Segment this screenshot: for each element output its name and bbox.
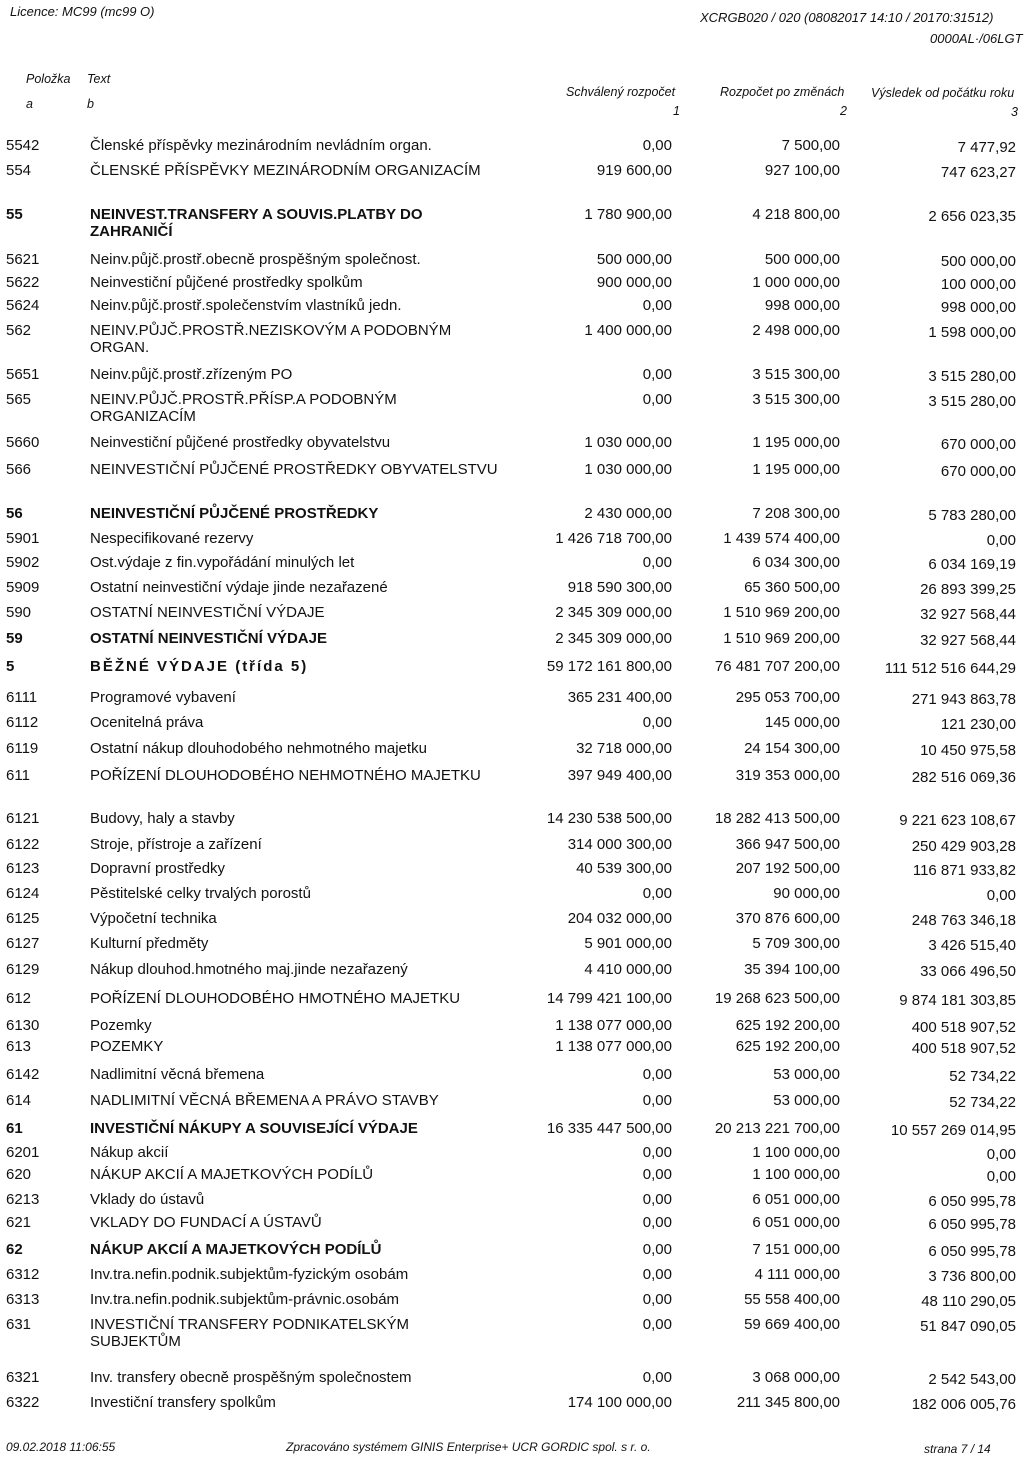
row-text: Pozemky — [90, 1017, 152, 1034]
row-text: INVESTIČNÍ TRANSFERY PODNIKATELSKÝM SUBJEKTŮM — [90, 1316, 409, 1350]
row-changed-budget: 59 669 400,00 — [744, 1316, 840, 1333]
row-changed-budget: 625 192 200,00 — [735, 1017, 840, 1034]
row-text: OSTATNÍ NEINVESTIČNÍ VÝDAJE — [90, 630, 327, 647]
row-item-code: 554 — [6, 162, 32, 179]
row-changed-budget: 1 100 000,00 — [752, 1166, 840, 1183]
row-result: 271 943 863,78 — [911, 691, 1016, 708]
row-item-code: 5901 — [6, 530, 40, 547]
row-text: Stroje, přístroje a zařízení — [90, 836, 262, 853]
row-result: 48 110 290,05 — [921, 1293, 1016, 1310]
row-result: 3 426 515,40 — [928, 937, 1016, 954]
row-approved-budget: 1 780 900,00 — [584, 206, 672, 223]
row-changed-budget: 319 353 000,00 — [735, 767, 840, 784]
row-item-code: 62 — [6, 1241, 23, 1258]
row-text: POŘÍZENÍ DLOUHODOBÉHO NEHMOTNÉHO MAJETKU — [90, 767, 481, 784]
row-approved-budget: 0,00 — [642, 1166, 672, 1183]
row-changed-budget: 55 558 400,00 — [744, 1291, 840, 1308]
row-result: 6 034 169,19 — [928, 556, 1016, 573]
row-item-code: 6312 — [6, 1266, 40, 1283]
row-approved-budget: 14 799 421 100,00 — [546, 990, 672, 1007]
column-index-3: 3 — [1011, 105, 1018, 119]
row-result: 1 598 000,00 — [928, 324, 1016, 341]
row-changed-budget: 6 051 000,00 — [752, 1214, 840, 1231]
row-changed-budget: 53 000,00 — [773, 1092, 840, 1109]
column-header-item: Položka — [26, 72, 71, 86]
row-changed-budget: 211 345 800,00 — [736, 1394, 840, 1411]
row-changed-budget: 76 481 707 200,00 — [714, 658, 840, 675]
row-text: INVESTIČNÍ NÁKUPY A SOUVISEJÍCÍ VÝDAJE — [90, 1120, 418, 1137]
row-changed-budget: 625 192 200,00 — [735, 1038, 840, 1055]
row-result: 33 066 496,50 — [920, 963, 1016, 980]
row-approved-budget: 2 430 000,00 — [584, 505, 672, 522]
row-changed-budget: 366 947 500,00 — [735, 836, 840, 853]
row-approved-budget: 0,00 — [642, 1369, 672, 1386]
row-result: 111 512 516 644,29 — [884, 660, 1016, 677]
row-changed-budget: 1 195 000,00 — [752, 461, 840, 478]
row-changed-budget: 500 000,00 — [764, 251, 840, 268]
row-item-code: 621 — [6, 1214, 32, 1231]
row-text: Členské příspěvky mezinárodním nevládním organ. — [90, 137, 432, 154]
row-item-code: 631 — [6, 1316, 32, 1333]
row-item-code: 562 — [6, 322, 32, 339]
row-approved-budget: 0,00 — [642, 714, 672, 731]
row-result: 500 000,00 — [940, 253, 1016, 270]
row-changed-budget: 5 709 300,00 — [752, 935, 840, 952]
row-approved-budget: 1 426 718 700,00 — [555, 530, 672, 547]
row-item-code: 590 — [6, 604, 32, 621]
row-approved-budget: 4 410 000,00 — [584, 961, 672, 978]
row-changed-budget: 20 213 221 700,00 — [714, 1120, 840, 1137]
row-text: POŘÍZENÍ DLOUHODOBÉHO HMOTNÉHO MAJETKU — [90, 990, 461, 1007]
row-changed-budget: 35 394 100,00 — [744, 961, 840, 978]
row-changed-budget: 6 051 000,00 — [752, 1191, 840, 1208]
row-text: NEINV.PŮJČ.PROSTŘ.PŘÍSP.A PODOBNÝM ORGANIZACÍM — [90, 391, 397, 425]
row-text: Nadlimitní věcná břemena — [90, 1066, 265, 1083]
row-result: 2 656 023,35 — [928, 208, 1016, 225]
column-index-1: 1 — [673, 104, 680, 118]
row-changed-budget: 53 000,00 — [773, 1066, 840, 1083]
row-text: NÁKUP AKCIÍ A MAJETKOVÝCH PODÍLŮ — [90, 1241, 382, 1258]
row-result: 52 734,22 — [949, 1068, 1016, 1085]
row-result: 6 050 995,78 — [928, 1216, 1016, 1233]
row-approved-budget: 900 000,00 — [596, 274, 672, 291]
row-text: NADLIMITNÍ VĚCNÁ BŘEMENA A PRÁVO STAVBY — [90, 1092, 439, 1109]
row-text: Nákup dlouhod.hmotného maj.jinde nezařazený — [90, 961, 408, 978]
row-item-code: 6119 — [6, 740, 39, 757]
column-header-approved: Schválený rozpočet — [566, 85, 676, 99]
row-text: Ostatní nákup dlouhodobého nehmotného majetku — [90, 740, 427, 757]
row-approved-budget: 14 230 538 500,00 — [546, 810, 672, 827]
row-text: Programové vybavení — [90, 689, 236, 706]
row-text: BĚŽNÉ VÝDAJE (třída 5) — [90, 658, 309, 675]
row-item-code: 6213 — [6, 1191, 40, 1208]
row-text: Výpočetní technika — [90, 910, 217, 927]
row-result: 3 515 280,00 — [928, 393, 1016, 410]
row-approved-budget: 500 000,00 — [596, 251, 672, 268]
row-item-code: 620 — [6, 1166, 32, 1183]
row-item-code: 6124 — [6, 885, 40, 902]
row-approved-budget: 204 032 000,00 — [567, 910, 672, 927]
row-item-code: 6111 — [6, 689, 38, 706]
row-result: 7 477,92 — [957, 139, 1016, 156]
row-changed-budget: 4 218 800,00 — [752, 206, 840, 223]
row-item-code: 613 — [6, 1038, 32, 1055]
row-text: NEINVESTIČNÍ PŮJČENÉ PROSTŘEDKY — [90, 505, 379, 522]
row-item-code: 55 — [6, 206, 23, 223]
row-approved-budget: 1 400 000,00 — [584, 322, 672, 339]
row-approved-budget: 2 345 309 000,00 — [555, 630, 672, 647]
row-item-code: 61 — [6, 1120, 23, 1137]
row-approved-budget: 1 138 077 000,00 — [555, 1017, 672, 1034]
row-approved-budget: 0,00 — [642, 391, 672, 408]
row-changed-budget: 145 000,00 — [764, 714, 840, 731]
row-result: 32 927 568,44 — [920, 632, 1016, 649]
row-approved-budget: 0,00 — [642, 885, 672, 902]
row-changed-budget: 7 151 000,00 — [752, 1241, 840, 1258]
row-item-code: 6322 — [6, 1394, 40, 1411]
row-item-code: 6201 — [6, 1144, 40, 1161]
row-item-code: 6142 — [6, 1066, 40, 1083]
row-result: 282 516 069,36 — [911, 769, 1016, 786]
row-text: Nespecifikované rezervy — [90, 530, 254, 547]
row-approved-budget: 1 030 000,00 — [584, 434, 672, 451]
row-text: ČLENSKÉ PŘÍSPĚVKY MEZINÁRODNÍM ORGANIZACÍM — [90, 162, 481, 179]
row-result: 52 734,22 — [949, 1094, 1016, 1111]
row-approved-budget: 174 100 000,00 — [567, 1394, 672, 1411]
row-text: Pěstitelské celky trvalých porostů — [90, 885, 311, 902]
row-approved-budget: 397 949 400,00 — [567, 767, 672, 784]
row-changed-budget: 7 500,00 — [781, 137, 840, 154]
row-approved-budget: 0,00 — [642, 1266, 672, 1283]
row-result: 32 927 568,44 — [920, 606, 1016, 623]
row-approved-budget: 0,00 — [642, 1144, 672, 1161]
row-changed-budget: 7 208 300,00 — [752, 505, 840, 522]
row-approved-budget: 918 590 300,00 — [567, 579, 672, 596]
row-item-code: 611 — [6, 767, 30, 784]
row-result: 0,00 — [986, 532, 1016, 549]
row-approved-budget: 0,00 — [642, 1316, 672, 1333]
system-credit: Zpracováno systémem GINIS Enterprise+ UCR GORDIC spol. s r. o. — [286, 1440, 651, 1454]
row-item-code: 614 — [6, 1092, 32, 1109]
row-text: Neinvestiční půjčené prostředky obyvatelstvu — [90, 434, 391, 451]
row-result: 6 050 995,78 — [928, 1243, 1016, 1260]
row-changed-budget: 90 000,00 — [773, 885, 840, 902]
row-approved-budget: 0,00 — [642, 1291, 672, 1308]
row-item-code: 6112 — [6, 714, 39, 731]
row-changed-budget: 295 053 700,00 — [735, 689, 840, 706]
row-changed-budget: 1 195 000,00 — [752, 434, 840, 451]
row-changed-budget: 2 498 000,00 — [752, 322, 840, 339]
row-text: Nákup akcií — [90, 1144, 169, 1161]
row-changed-budget: 1 100 000,00 — [752, 1144, 840, 1161]
row-approved-budget: 0,00 — [642, 1066, 672, 1083]
row-text: Kulturní předměty — [90, 935, 209, 952]
row-result: 3 736 800,00 — [928, 1268, 1016, 1285]
row-item-code: 565 — [6, 391, 32, 408]
row-item-code: 5660 — [6, 434, 40, 451]
row-approved-budget: 2 345 309 000,00 — [555, 604, 672, 621]
row-result: 670 000,00 — [940, 463, 1016, 480]
row-item-code: 5902 — [6, 554, 40, 571]
row-changed-budget: 3 515 300,00 — [752, 391, 840, 408]
row-text: Neinvestiční půjčené prostředky spolkům — [90, 274, 363, 291]
row-approved-budget: 1 138 077 000,00 — [555, 1038, 672, 1055]
row-result: 0,00 — [986, 1168, 1016, 1185]
row-changed-budget: 1 510 969 200,00 — [723, 604, 840, 621]
row-text: NÁKUP AKCIÍ A MAJETKOVÝCH PODÍLŮ — [90, 1166, 374, 1183]
row-result: 5 783 280,00 — [928, 507, 1016, 524]
row-item-code: 6122 — [6, 836, 40, 853]
row-item-code: 566 — [6, 461, 32, 478]
row-approved-budget: 0,00 — [642, 1214, 672, 1231]
row-result: 100 000,00 — [940, 276, 1016, 293]
page-number: strana 7 / 14 — [924, 1442, 991, 1456]
row-result: 10 557 269 014,95 — [890, 1122, 1016, 1139]
row-approved-budget: 0,00 — [642, 366, 672, 383]
row-result: 250 429 903,28 — [911, 838, 1016, 855]
row-text: Inv. transfery obecně prospěšným společnostem — [90, 1369, 412, 1386]
row-text: Inv.tra.nefin.podnik.subjektům-fyzickým osobám — [90, 1266, 409, 1283]
row-changed-budget: 927 100,00 — [764, 162, 840, 179]
row-text: Neinv.půjč.prostř.zřízeným PO — [90, 366, 293, 383]
row-item-code: 6313 — [6, 1291, 40, 1308]
row-item-code: 5621 — [6, 251, 40, 268]
row-changed-budget: 4 111 000,00 — [754, 1266, 840, 1283]
row-result: 670 000,00 — [940, 436, 1016, 453]
column-header-text: Text — [87, 72, 111, 86]
row-text: Ocenitelná práva — [90, 714, 204, 731]
row-item-code: 5 — [6, 658, 15, 675]
row-approved-budget: 314 000 300,00 — [567, 836, 672, 853]
row-approved-budget: 0,00 — [642, 554, 672, 571]
row-result: 2 542 543,00 — [928, 1371, 1016, 1388]
row-item-code: 5651 — [6, 366, 40, 383]
row-item-code: 6125 — [6, 910, 40, 927]
row-approved-budget: 1 030 000,00 — [584, 461, 672, 478]
row-item-code: 612 — [6, 990, 32, 1007]
report-reference: XCRGB020 / 020 (08082017 14:10 / 20170:31512) — [700, 10, 994, 25]
row-text: NEINVEST.TRANSFERY A SOUVIS.PLATBY DO ZAHRANIČÍ — [90, 206, 423, 240]
row-changed-budget: 370 876 600,00 — [735, 910, 840, 927]
row-approved-budget: 0,00 — [642, 1241, 672, 1258]
row-approved-budget: 0,00 — [642, 1092, 672, 1109]
row-changed-budget: 3 515 300,00 — [752, 366, 840, 383]
row-result: 51 847 090,05 — [920, 1318, 1016, 1335]
row-result: 0,00 — [986, 887, 1016, 904]
print-timestamp: 09.02.2018 11:06:55 — [6, 1440, 116, 1454]
licence-label: Licence: MC99 (mc99 O) — [10, 4, 155, 19]
column-header-changed: Rozpočet po změnách — [720, 85, 845, 99]
row-result: 26 893 399,25 — [920, 581, 1016, 598]
row-result: 400 518 907,52 — [911, 1019, 1016, 1036]
column-index-2: 2 — [840, 104, 847, 118]
row-changed-budget: 207 192 500,00 — [735, 860, 840, 877]
row-approved-budget: 919 600,00 — [596, 162, 672, 179]
row-approved-budget: 0,00 — [642, 1191, 672, 1208]
row-result: 121 230,00 — [940, 716, 1016, 733]
row-changed-budget: 18 282 413 500,00 — [714, 810, 840, 827]
column-index-b: b — [87, 97, 94, 111]
row-text: Vklady do ústavů — [90, 1191, 205, 1208]
row-result: 6 050 995,78 — [928, 1193, 1016, 1210]
row-changed-budget: 1 439 574 400,00 — [723, 530, 840, 547]
row-text: Budovy, haly a stavby — [90, 810, 235, 827]
row-item-code: 56 — [6, 505, 23, 522]
row-changed-budget: 19 268 623 500,00 — [714, 990, 840, 1007]
row-changed-budget: 1 000 000,00 — [752, 274, 840, 291]
row-text: NEINVESTIČNÍ PŮJČENÉ PROSTŘEDKY OBYVATELSTVU — [90, 461, 498, 478]
row-item-code: 6127 — [6, 935, 40, 952]
row-approved-budget: 32 718 000,00 — [576, 740, 672, 757]
row-result: 10 450 975,58 — [920, 742, 1016, 759]
row-result: 9 221 623 108,67 — [899, 812, 1016, 829]
row-approved-budget: 5 901 000,00 — [584, 935, 672, 952]
row-text: NEINV.PŮJČ.PROSTŘ.NEZISKOVÝM A PODOBNÝM ORGAN. — [90, 322, 452, 356]
row-item-code: 5624 — [6, 297, 40, 314]
row-item-code: 5909 — [6, 579, 40, 596]
row-text: Inv.tra.nefin.podnik.subjektům-právnic.osobám — [90, 1291, 400, 1308]
row-result: 9 874 181 303,85 — [899, 992, 1016, 1009]
row-result: 400 518 907,52 — [911, 1040, 1016, 1057]
row-approved-budget: 0,00 — [642, 137, 672, 154]
row-result: 998 000,00 — [940, 299, 1016, 316]
row-result: 0,00 — [986, 1146, 1016, 1163]
row-result: 747 623,27 — [940, 164, 1016, 181]
row-item-code: 6321 — [6, 1369, 40, 1386]
row-item-code: 6121 — [6, 810, 40, 827]
column-index-a: a — [26, 97, 33, 111]
row-approved-budget: 59 172 161 800,00 — [546, 658, 672, 675]
row-approved-budget: 16 335 447 500,00 — [546, 1120, 672, 1137]
report-reference-code: 0000AL·/06LGT — [930, 31, 1023, 46]
row-result: 248 763 346,18 — [911, 912, 1016, 929]
row-item-code: 5622 — [6, 274, 40, 291]
row-result: 3 515 280,00 — [928, 368, 1016, 385]
row-text: Ostatní neinvestiční výdaje jinde nezařazené — [90, 579, 388, 596]
row-changed-budget: 998 000,00 — [764, 297, 840, 314]
row-item-code: 59 — [6, 630, 23, 647]
row-approved-budget: 40 539 300,00 — [576, 860, 672, 877]
row-item-code: 6123 — [6, 860, 40, 877]
row-item-code: 5542 — [6, 137, 40, 154]
row-item-code: 6130 — [6, 1017, 40, 1034]
row-text: Neinv.půjč.prostř.obecně prospěšným společnost. — [90, 251, 421, 268]
row-result: 182 006 005,76 — [911, 1396, 1016, 1413]
row-text: Neinv.půjč.prostř.společenstvím vlastníků jedn. — [90, 297, 402, 314]
row-approved-budget: 0,00 — [642, 297, 672, 314]
row-item-code: 6129 — [6, 961, 40, 978]
row-text: Dopravní prostředky — [90, 860, 226, 877]
row-text: VKLADY DO FUNDACÍ A ÚSTAVŮ — [90, 1214, 322, 1231]
row-approved-budget: 365 231 400,00 — [567, 689, 672, 706]
row-changed-budget: 65 360 500,00 — [744, 579, 840, 596]
column-header-result: Výsledek od počátku roku — [871, 86, 1015, 100]
row-text: Ost.výdaje z fin.vypořádání minulých let — [90, 554, 355, 571]
row-changed-budget: 24 154 300,00 — [744, 740, 840, 757]
row-text: OSTATNÍ NEINVESTIČNÍ VÝDAJE — [90, 604, 325, 621]
row-changed-budget: 3 068 000,00 — [752, 1369, 840, 1386]
row-changed-budget: 1 510 969 200,00 — [723, 630, 840, 647]
row-result: 116 871 933,82 — [912, 862, 1016, 879]
row-text: POZEMKY — [90, 1038, 164, 1055]
row-text: Investiční transfery spolkům — [90, 1394, 276, 1411]
row-changed-budget: 6 034 300,00 — [752, 554, 840, 571]
